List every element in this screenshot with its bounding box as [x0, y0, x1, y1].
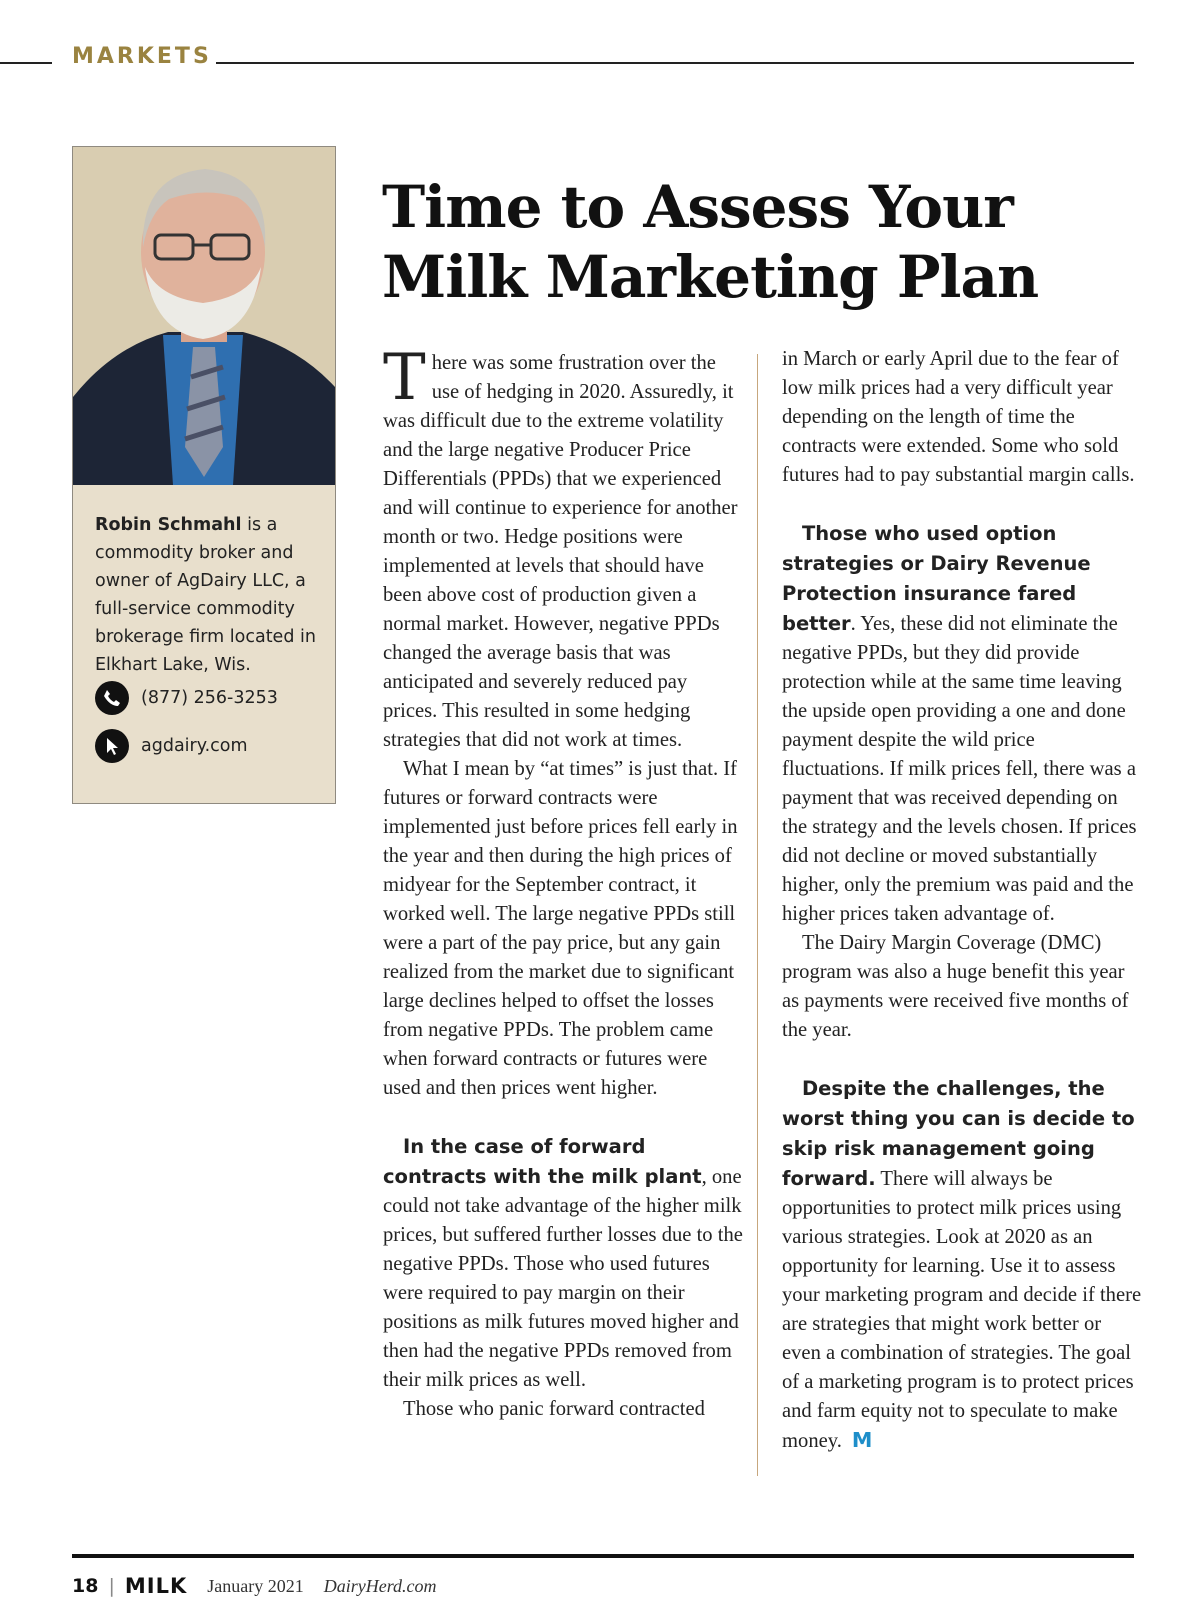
column-divider: [757, 354, 758, 1476]
publication-logo: MILK: [124, 1574, 188, 1598]
footer-website[interactable]: DairyHerd.com: [323, 1575, 437, 1596]
article-column-2: [782, 345, 1142, 1456]
section-label: MARKETS: [72, 44, 212, 69]
paragraph-6: The Dairy Margin Coverage (DMC) program was also a huge benefit this year as payments were received five months of the year.: [782, 932, 1129, 1041]
article-title-line2: Milk Marketing Plan: [382, 243, 1039, 311]
issue-date: January 2021: [207, 1575, 304, 1596]
paragraph-3: [383, 1132, 743, 1395]
cursor-icon: [95, 729, 129, 763]
author-sidebar: [72, 146, 336, 804]
drop-cap: T: [383, 341, 426, 415]
header-rule-right: [216, 62, 1134, 64]
footer-separator: |: [108, 1575, 115, 1597]
paragraph-4-continued: in March or early April due to the fear of low milk prices had a very difficult year depending on the length of time the contracts were extended. Some who sold futures had to pay substantial margin calls.: [782, 348, 1135, 486]
website-link[interactable]: agdairy.com: [141, 736, 248, 756]
subhead-despite-challenges: Despite the challenges, the worst thing you can is decide to skip risk management going forward.: [782, 1077, 1135, 1190]
paragraph-5: [782, 519, 1142, 929]
paragraph-7-text: There will always be opportunities to protect milk prices using various strategies. Look at 2020 as an opportunity for learning. Use it to assess your marketing program and decide if there are strategies that might work better or even a combination of strategies. The goal of a marketing program is to protect prices and farm equity not to speculate to make money.: [782, 1168, 1142, 1452]
paragraph-1: [383, 341, 743, 755]
phone-icon: [95, 681, 129, 715]
author-phone[interactable]: [95, 681, 278, 715]
header-rule-left: [0, 62, 52, 64]
page-number: 18: [72, 1575, 99, 1597]
article-column-1: [383, 341, 743, 1424]
article-title-line1: Time to Assess Your: [382, 173, 1013, 241]
author-bio-text: is a commodity broker and owner of AgDairy LLC, a full-service commodity brokerage firm located in Elkhart Lake, Wis.: [95, 515, 316, 675]
subhead-option-strategies: Those who used option strategies or Dairy Revenue Protection insurance fared better: [782, 522, 1091, 635]
paragraph-2: What I mean by “at times” is just that. If futures or forward contracts were implemented just before prices fell early in the year and then during the high prices of midyear for the September contract, it worked well. The large negative PPDs still were a part of the pay price, but any gain realized from the market due to significant large declines helped to offset the losses from negative PPDs. The problem came when forward contracts or futures were used and then prices went higher.: [383, 758, 738, 1099]
subhead-forward-contracts: In the case of forward contracts with the milk plant: [383, 1135, 702, 1188]
article-title: [382, 172, 1122, 312]
paragraph-3-text: , one could not take advantage of the higher milk prices, but suffered further losses due to the negative PPDs. Those who used futures were required to pay margin on their positions as milk futures moved higher and then had the negative PPDs removed from their milk prices as well.: [383, 1166, 743, 1391]
phone-number: (877) 256-3253: [141, 688, 278, 708]
author-bio: [95, 511, 321, 679]
paragraph-4: Those who panic forward contracted: [403, 1398, 705, 1420]
footer: [72, 1572, 437, 1600]
paragraph-7: [782, 1074, 1142, 1456]
author-website[interactable]: [95, 729, 248, 763]
author-name: Robin Schmahl: [95, 515, 242, 535]
footer-rule: [72, 1554, 1134, 1558]
paragraph-5-text: . Yes, these did not eliminate the negative PPDs, but they did provide protection while at the same time leaving the upside open providing a one and done payment despite the wild price fluctuations. If milk prices fell, there was a payment that was received depending on the strategy and the levels chosen. If prices did not decline or moved substantially higher, only the premium was paid and the higher prices taken advantage of.: [782, 613, 1137, 925]
end-mark: M: [851, 1428, 873, 1452]
author-photo: [73, 147, 335, 485]
paragraph-1-text: here was some frustration over the use of hedging in 2020. Assuredly, it was difficult due to the extreme volatility and the large negative Producer Price Differentials (PPDs) that we experienced and will continue to experience for another month or two. Hedge positions were implemented at levels that should have been above cost of production given a normal market. However, negative PPDs changed the average basis that was anticipated and severely reduced pay prices. This resulted in some hedging strategies that did not work at times.: [383, 352, 738, 751]
